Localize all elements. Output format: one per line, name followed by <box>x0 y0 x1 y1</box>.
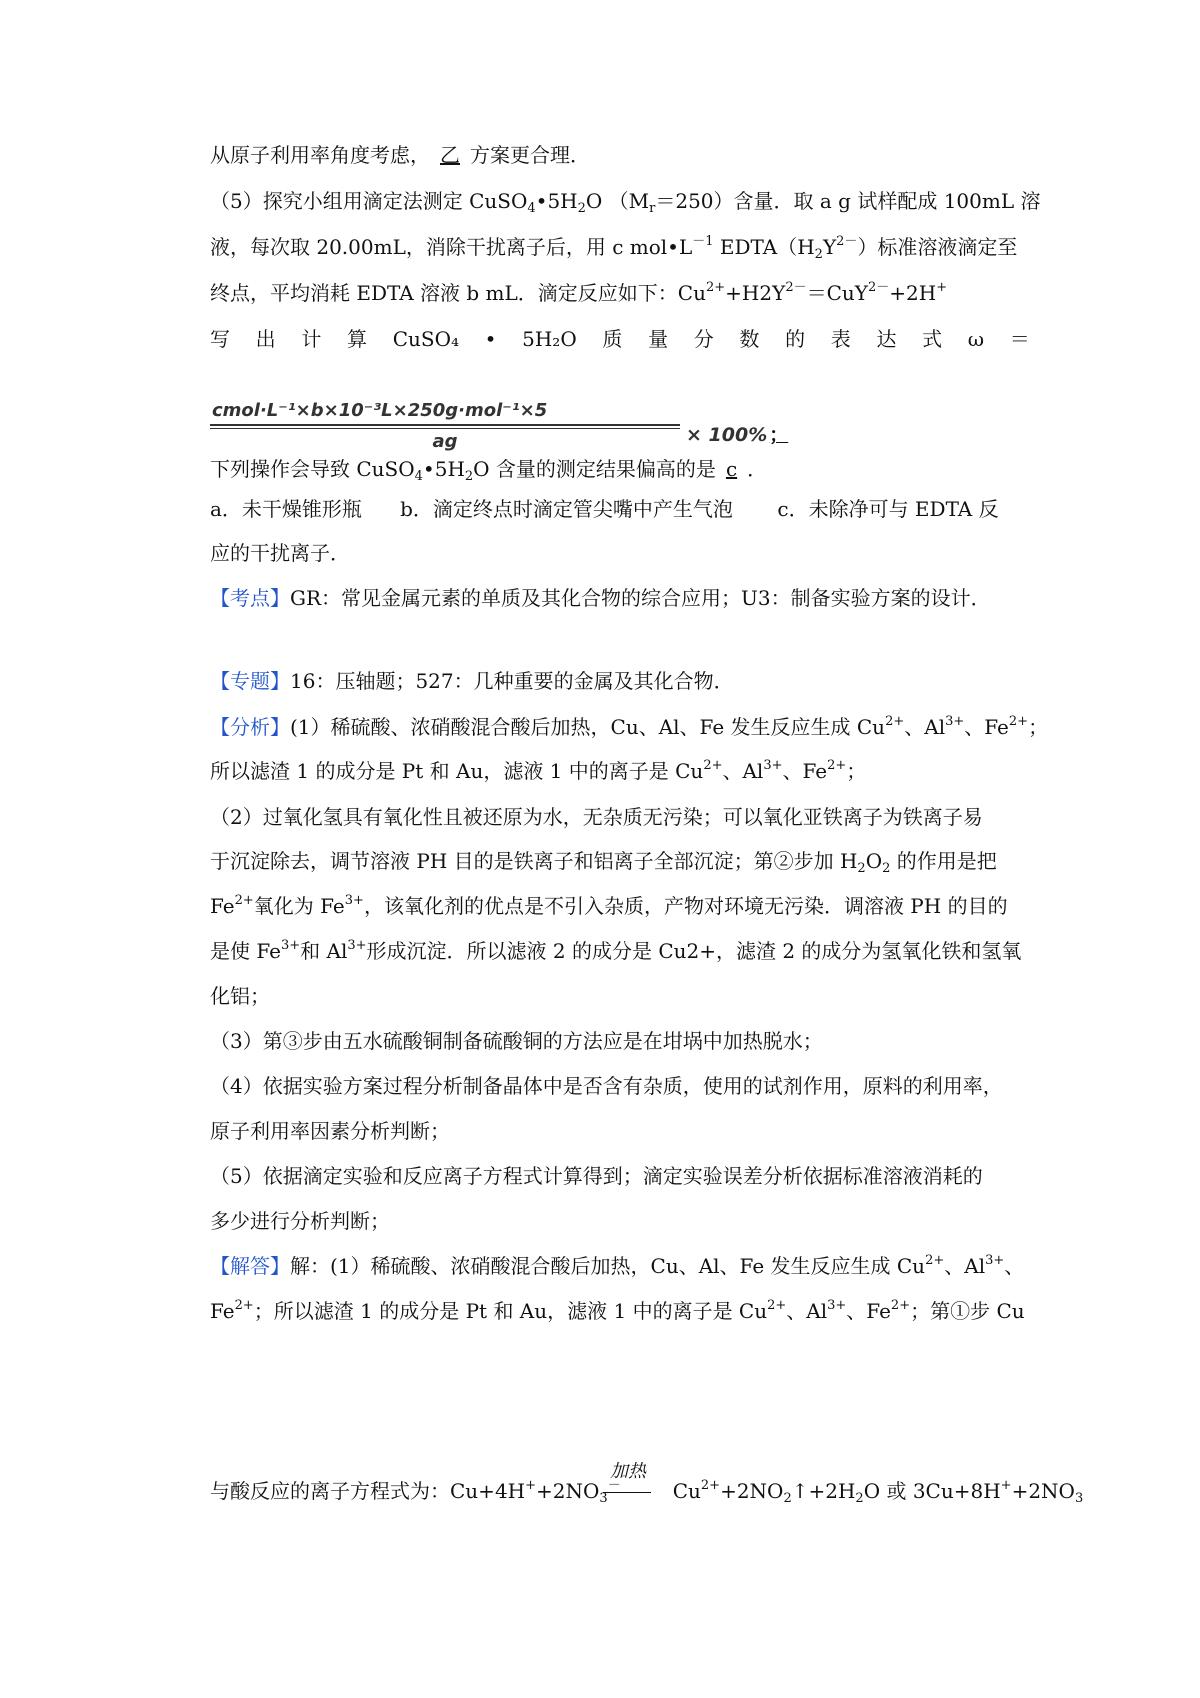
text-line-7: a．未干燥锥形瓶 b．滴定终点时滴定管尖嘴中产生气泡 c．未除净可与 EDTA 反 <box>210 497 999 521</box>
text-line-21: （5）依据滴定实验和反应离子方程式计算得到；滴定实验误差分析依据标准溶液消耗的 <box>210 1164 983 1188</box>
line5-word: 分 <box>693 327 714 351</box>
text-line-15: $Fe^{2+}$氧化为 $Fe^{3+}$，该氧化剂的优点是不引入杂质，产物对环境无污染．调溶液 PH 的目的 <box>210 893 1008 918</box>
line5-word: 写 <box>210 327 230 351</box>
line5-word: 计 <box>301 327 322 351</box>
formula-fraction <box>210 400 680 452</box>
text-line-3: 液，每次取 20.00mL，消除干扰离子后，用 c $mol•L^{-1}$ $EDTA(H_2Y^{2-})$标准溶液滴定至 <box>210 234 1018 262</box>
section-tag: 【考点】 <box>210 586 290 610</box>
line5-word: CuSO₄ <box>392 327 459 351</box>
heating-condition-label: 加热 <box>610 1461 646 1482</box>
text-line-jieda: 【解答】解：(1）稀硫酸、浓硝酸混合酸后加热，Cu、Al、Fe 发生反应生成 $Cu^{2+}$、$Al^{3+}$、 <box>210 1253 1025 1278</box>
text-line-fenxi: 【分析】(1）稀硫酸、浓硝酸混合酸后加热，Cu、Al、Fe 发生反应生成 $Cu^{2+}$、$Al^{3+}$、$Fe^{2+}$； <box>210 714 1049 739</box>
text-line-zhuanti: 【专题】16：压轴题；527：几种重要的金属及其化合物． <box>210 669 734 693</box>
text-line-16: 是使 $Fe^{3+}$和 $Al^{3+}$形成沉淀．所以滤液 2 的成分是 Cu2+，滤渣 2 的成分为氢氧化铁和氢氧 <box>210 938 1022 963</box>
line5-word: 算 <box>347 327 368 351</box>
line5-word: 量 <box>648 327 669 351</box>
text-line-20: 原子利用率因素分析判断； <box>210 1119 450 1143</box>
text-line-25: 与酸反应的离子方程式为：$Cu+4H^++2NO_3^-$ $Cu^{2+}+2NO_2↑+2H_2O$ 或 $3Cu+8H^++2NO_3$ <box>210 1478 1084 1506</box>
text-line-24: $Fe^{2+}$；所以滤渣 1 的成分是 Pt 和 Au，滤液 1 中的离子是 $Cu^{2+}$、$Al^{3+}$、$Fe^{2+}$；第①步 Cu <box>210 1298 1025 1323</box>
text-line-18: （3）第③步由五水硫酸铜制备硫酸铜的方法应是在坩埚中加热脱水； <box>210 1029 823 1053</box>
line5-word: 5H₂O <box>522 327 577 351</box>
text-line-kaodian: 【考点】GR：常见金属元素的单质及其化合物的综合应用；U3：制备实验方案的设计． <box>210 586 991 610</box>
text-line-12: 所以滤渣 1 的成分是 Pt 和 Au，滤液 1 中的离子是 $Cu^{2+}$、$Al^{3+}$、$Fe^{2+}$； <box>210 758 867 783</box>
text-line-5 <box>210 326 1030 352</box>
line5-word: 质 <box>602 327 623 351</box>
section-tag: 【专题】 <box>210 669 290 693</box>
text-line-13: （2）过氧化氢具有氧化性且被还原为水，无杂质无污染；可以氧化亚铁离子为铁离子易 <box>210 805 983 829</box>
fraction-numerator: cmol·L⁻¹×b×10⁻³L×250g·mol⁻¹×5 <box>212 400 548 421</box>
text-line-14: 于沉淀除去，调节溶液 PH 目的是铁离子和铝离子全部沉淀；第②步加 $H_2O_2$ 的作用是把 <box>210 849 997 876</box>
text-line-19: （4）依据实验方案过程分析制备晶体中是否含有杂质，使用的试剂作用，原料的利用率， <box>210 1074 1003 1098</box>
text-line-1: 从原子利用率角度考虑， 乙 方案更合理． <box>210 143 590 167</box>
answer-blank: 乙 <box>440 143 460 167</box>
fraction-denominator: ag <box>432 431 458 452</box>
section-tag: 【解答】 <box>210 1254 290 1278</box>
line5-word: • <box>484 327 497 351</box>
text-line-6: 下列操作会导致 $CuSO_4•5H_2O$ 含量的测定结果偏高的是 c ． <box>210 457 768 484</box>
line5-word: 数 <box>739 327 760 351</box>
line5-word: ＝ <box>1009 327 1030 351</box>
text-line-17: 化铝； <box>210 984 270 1008</box>
line5-word: 的 <box>785 327 806 351</box>
line5-word: 出 <box>255 327 276 351</box>
line5-word: 式 <box>922 327 943 351</box>
text-line-2: （5）探究小组用滴定法测定 $CuSO_4•5H_2O$ $(M_r=250)$含量．取 a g 试样配成 100mL 溶 <box>210 189 1041 216</box>
text-line-4: 终点，平均消耗 EDTA 溶液 b mL．滴定反应如下：$Cu^{2+}+H2Y^{2-}=CuY^{2-}+2H^+$ <box>210 280 948 305</box>
answer-blank: c <box>725 457 738 481</box>
section-tag: 【分析】 <box>210 715 290 739</box>
text-line-8: 应的干扰离子． <box>210 541 350 565</box>
text-line-22: 多少进行分析判断； <box>210 1209 390 1233</box>
line5-word: 达 <box>876 327 897 351</box>
line5-word: 表 <box>830 327 851 351</box>
formula-percent: × 100% ； <box>686 424 789 446</box>
line5-word: ω <box>967 327 985 351</box>
